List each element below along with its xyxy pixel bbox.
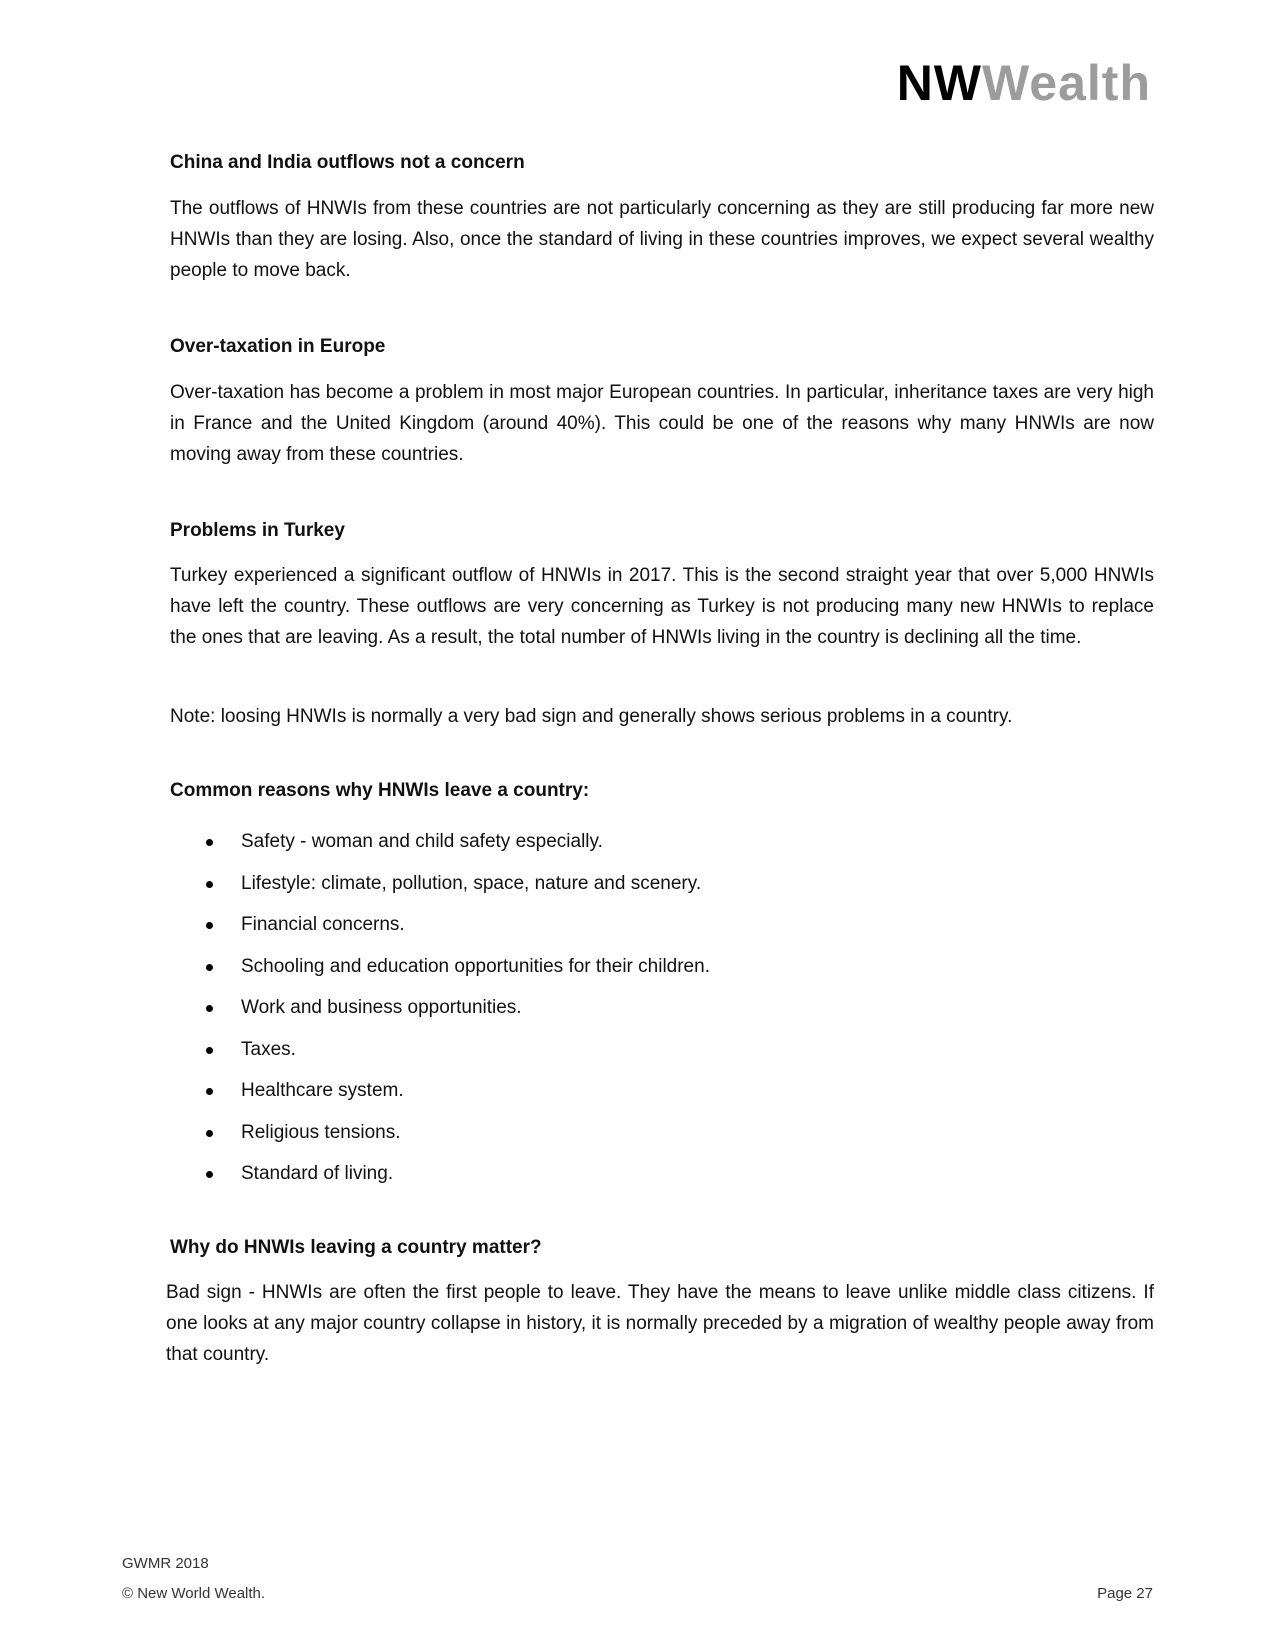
section-heading: Over-taxation in Europe	[170, 335, 386, 357]
section-paragraph: Bad sign - HNWIs are often the first people to leave. They have the means to leave unlike middle class citizens. If one looks at any major country collapse in history, it is normally preceded by a migration of wealthy people away from that country.	[166, 1282, 1154, 1366]
bullet-icon	[206, 839, 213, 846]
bullet-icon	[206, 1088, 213, 1095]
list-item	[170, 821, 1154, 863]
list-item-text: Standard of living.	[241, 1163, 394, 1185]
list-item-text: Safety - woman and child safety especially.	[241, 831, 603, 853]
section-europe	[170, 336, 1154, 470]
section-heading: Why do HNWIs leaving a country matter?	[170, 1236, 542, 1258]
list-item	[170, 946, 1154, 988]
logo-wealth: Wealth	[982, 55, 1151, 111]
section-why-matters	[166, 1236, 1154, 1371]
list-item	[170, 1029, 1154, 1071]
list-item-text: Taxes.	[241, 1038, 296, 1060]
section-reasons	[170, 780, 1154, 1194]
page-number: Page 27	[1097, 1585, 1153, 1602]
list-item	[170, 904, 1154, 946]
section-paragraph: The outflows of HNWIs from these countries are not particularly concerning as they are still producing far more new HNWIs than they are losing. Also, once the standard of living in these countries improves, we expect several wealthy people to move back.	[170, 197, 1154, 281]
footer-report-label: GWMR 2018	[122, 1555, 209, 1572]
list-item-text: Schooling and education opportunities for their children.	[241, 955, 710, 977]
bullet-icon	[206, 881, 213, 888]
bullet-icon	[206, 922, 213, 929]
bullet-icon	[206, 1005, 213, 1012]
footer-left	[122, 1549, 265, 1609]
document-body	[166, 152, 1154, 1370]
list-item	[170, 1070, 1154, 1112]
reasons-list	[170, 821, 1154, 1195]
section-heading: Problems in Turkey	[170, 519, 345, 541]
note-text: Note: loosing HNWIs is normally a very bad sign and generally shows serious problems in a country.	[170, 706, 1013, 728]
list-item-text: Religious tensions.	[241, 1121, 401, 1143]
list-item-text: Financial concerns.	[241, 914, 405, 936]
footer-copyright: © New World Wealth.	[122, 1585, 266, 1602]
section-turkey	[170, 520, 1154, 654]
section-china-india	[170, 152, 1154, 286]
section-heading: China and India outflows not a concern	[170, 152, 525, 173]
list-item	[170, 1153, 1154, 1195]
bullet-icon	[206, 1047, 213, 1054]
bullet-icon	[206, 964, 213, 971]
list-item-text: Work and business opportunities.	[241, 997, 522, 1019]
bullet-icon	[206, 1171, 213, 1178]
brand-logo	[896, 55, 1151, 111]
list-item	[170, 987, 1154, 1029]
bullet-icon	[206, 1130, 213, 1137]
list-item-text: Lifestyle: climate, pollution, space, nature and scenery.	[241, 872, 702, 894]
section-paragraph: Turkey experienced a significant outflow of HNWIs in 2017. This is the second straight year that over 5,000 HNWIs have left the country. These outflows are very concerning as Turkey is not producing many new HNWIs to replace the ones that are leaving. As a result, the total number of HNWIs living in the country is declining all the time.	[170, 565, 1154, 649]
list-item-text: Healthcare system.	[241, 1080, 404, 1102]
reasons-heading: Common reasons why HNWIs leave a country:	[170, 780, 590, 802]
list-item	[170, 863, 1154, 905]
list-item	[170, 1112, 1154, 1154]
section-paragraph: Over-taxation has become a problem in most major European countries. In particular, inheritance taxes are very high in France and the United Kingdom (around 40%). This could be one of the reasons why many HNWIs are now moving away from these countries.	[170, 381, 1154, 465]
logo-nw: NW	[896, 55, 982, 111]
